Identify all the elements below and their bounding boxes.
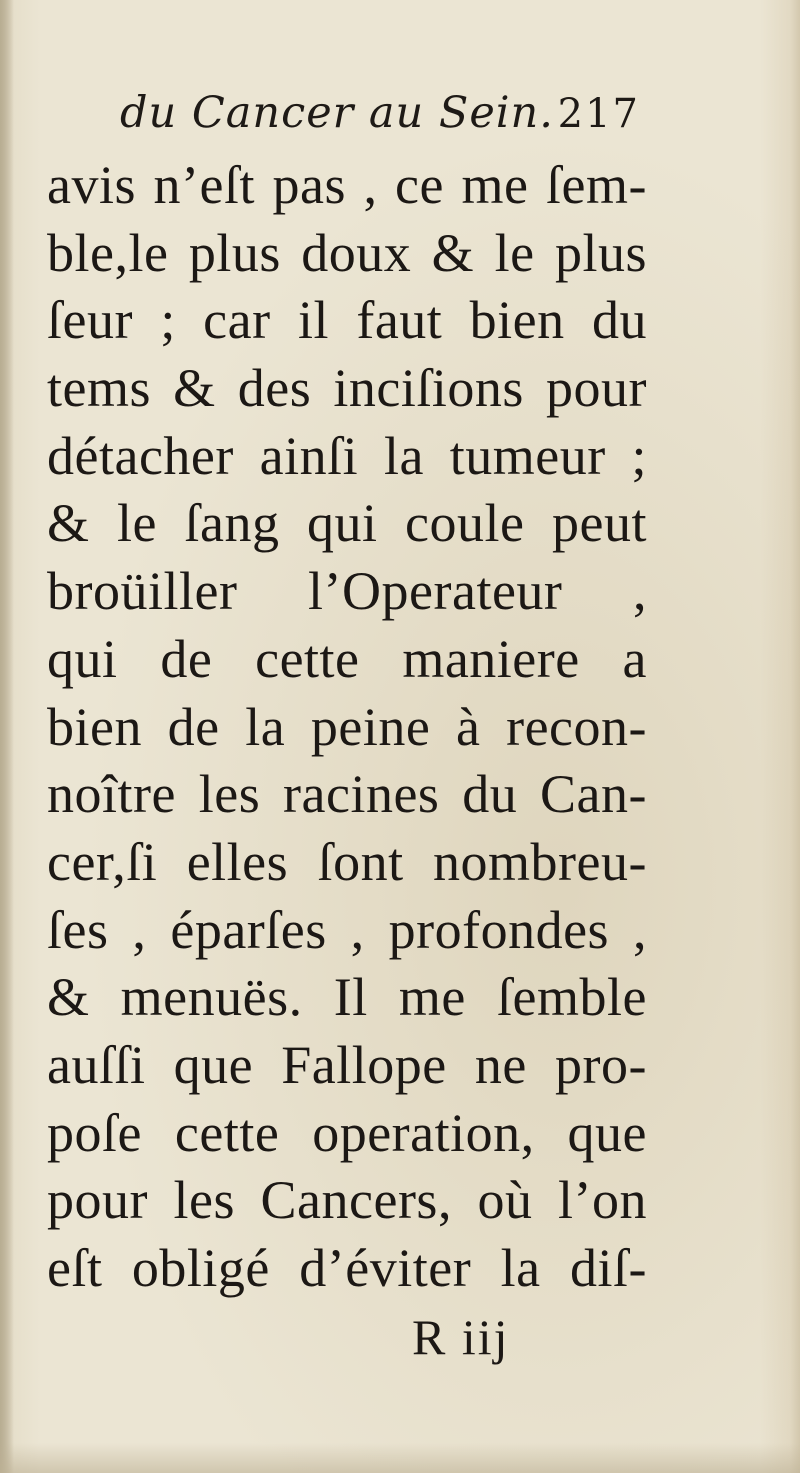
text-line: tems & des inciſions pour	[47, 358, 647, 419]
signature-mark: R iij	[412, 1309, 510, 1365]
text-line: qui de cette maniere a	[47, 628, 647, 689]
text-line: avis n’eſt pas , ce me ſem-	[47, 155, 647, 215]
text-line: cer,ſi elles ſont nombreu-	[47, 831, 647, 892]
text-line: pour les Cancers, où l’on	[47, 1170, 647, 1231]
text-line: noître les racines du Can-	[47, 764, 647, 825]
page-bottom-edge	[0, 1443, 800, 1473]
gutter-shadow	[0, 0, 14, 1473]
text-line: & le ſang qui coule peut	[47, 493, 647, 554]
text-line: poſe cette operation, que	[47, 1102, 647, 1163]
text-line: eſt obligé d’éviter la diſ-	[47, 1238, 647, 1298]
text-line: broüiller l’Operateur ,	[47, 561, 647, 622]
text-line: & menuës. Il me ſemble	[47, 967, 647, 1028]
text-line: ſes , éparſes , profondes ,	[47, 899, 647, 960]
running-head	[120, 88, 640, 158]
running-title: du Cancer au Sein.	[120, 88, 554, 138]
text-line: ſeur ; car il faut bien du	[47, 290, 647, 351]
text-line: bien de la peine à recon-	[47, 696, 647, 757]
text-line: ble,le plus doux & le plus	[47, 222, 647, 283]
body-text	[47, 152, 647, 1303]
page-number: 217	[557, 91, 640, 137]
text-line: détacher ainſi la tumeur ;	[47, 425, 647, 486]
text-line: auſſi que Fallope ne pro-	[47, 1034, 647, 1095]
